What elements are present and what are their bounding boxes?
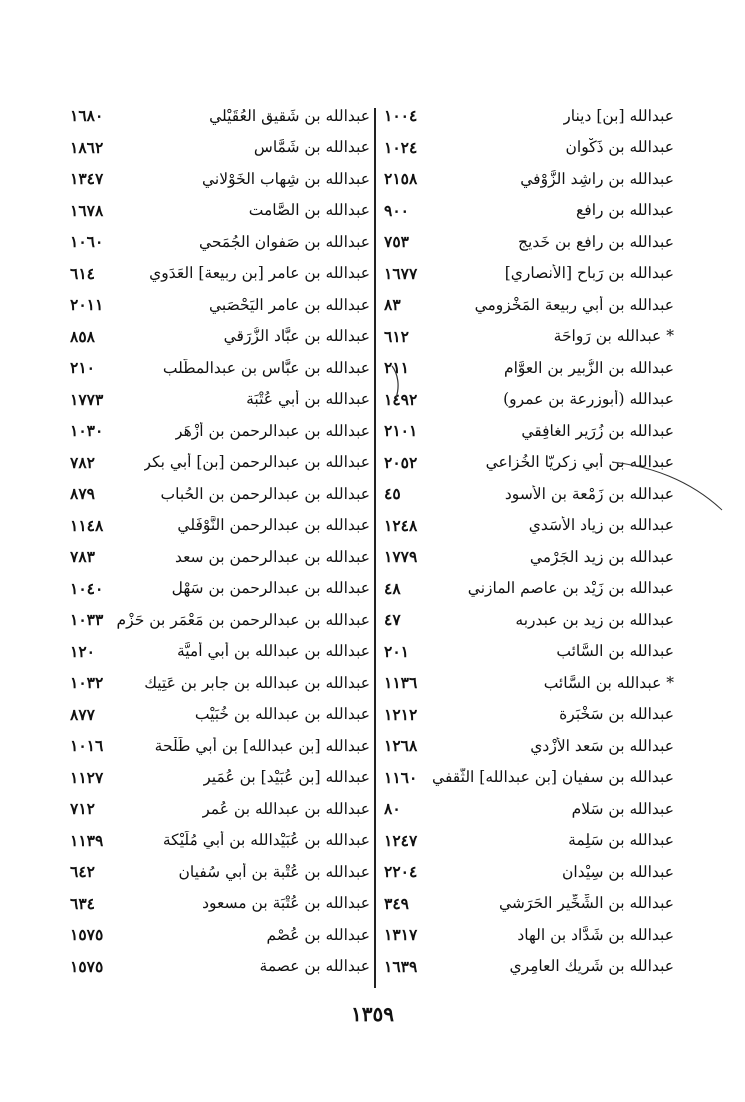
entry-number: ٢٠١ bbox=[384, 641, 409, 661]
index-entry bbox=[70, 321, 370, 353]
index-entry bbox=[384, 226, 674, 258]
entry-number: ٢٢٠٤ bbox=[384, 862, 418, 882]
entry-name: عبدالله بن ذَكْوان bbox=[565, 138, 674, 157]
page-number: ١٣٥٩ bbox=[351, 1002, 394, 1026]
entry-number: ١٠٢٤ bbox=[384, 137, 418, 157]
right-column bbox=[384, 100, 674, 988]
entry-number: ٤٧ bbox=[384, 610, 401, 630]
index-entry bbox=[70, 163, 370, 195]
entry-number: ٢١١ bbox=[384, 358, 409, 378]
entry-name: عبدالله [بن] دينار bbox=[563, 106, 674, 125]
entry-number: ١٦٧٨ bbox=[70, 200, 104, 220]
index-entry bbox=[384, 730, 674, 762]
index-entry bbox=[70, 541, 370, 573]
index-entry bbox=[384, 856, 674, 888]
entry-name: عبدالله بن عُبَيْدالله بن أبي مُلَيْكة bbox=[162, 831, 370, 850]
entry-number: ٦١٤ bbox=[70, 263, 95, 283]
index-entry bbox=[384, 636, 674, 668]
entry-name: عبدالله بن رَباح [الأنصاري] bbox=[504, 264, 674, 283]
entry-number: ٦١٢ bbox=[384, 326, 409, 346]
index-entry bbox=[70, 132, 370, 164]
index-entry bbox=[70, 573, 370, 605]
index-entry bbox=[384, 384, 674, 416]
entry-name: عبدالله بن الشِّخِّير الحَرَشي bbox=[498, 894, 674, 913]
entry-number: ٧٨٣ bbox=[70, 547, 95, 567]
entry-name: عبدالله بن عُتْبَة بن مسعود bbox=[202, 894, 370, 913]
entry-name: عبدالله بن رافع bbox=[576, 201, 674, 220]
entry-name: عبدالله بن عبدالله بن جابر بن عَتِيك bbox=[144, 673, 370, 692]
index-entry bbox=[70, 226, 370, 258]
entry-number: ١٢٠ bbox=[70, 641, 95, 661]
entry-number: ٧١٢ bbox=[70, 799, 95, 819]
index-entry bbox=[70, 384, 370, 416]
column-divider bbox=[374, 108, 376, 988]
index-entry bbox=[384, 573, 674, 605]
entry-name: عبدالله (أبوزرعة بن عمرو) bbox=[503, 390, 674, 409]
entry-name: عبدالله بن شَمَّاس bbox=[253, 138, 370, 157]
entry-name: عبدالله بن أبي زكريّا الخُزاعي bbox=[485, 453, 674, 472]
entry-name: عبدالله بن زيد الجَرْمي bbox=[529, 547, 674, 566]
index-entry bbox=[384, 510, 674, 542]
entry-number: ١٧٧٩ bbox=[384, 547, 418, 567]
entry-number: ٤٥ bbox=[384, 484, 401, 504]
entry-name: عبدالله بن شَدَّاد بن الهاد bbox=[517, 925, 674, 944]
entry-number: ١٦٧٧ bbox=[384, 263, 418, 283]
entry-number: ١٢١٢ bbox=[384, 704, 418, 724]
index-entry bbox=[70, 856, 370, 888]
entry-name: * عبدالله بن السَّائب bbox=[543, 673, 674, 692]
index-entry bbox=[70, 730, 370, 762]
entry-number: ٢٠١١ bbox=[70, 295, 104, 315]
index-entry bbox=[384, 667, 674, 699]
index-entry bbox=[70, 289, 370, 321]
entry-name: عبدالله بن عُتْبة بن أبي سُفيان bbox=[178, 862, 370, 881]
entry-number: ١١٤٨ bbox=[70, 515, 104, 535]
index-entry bbox=[70, 825, 370, 857]
index-entry bbox=[70, 352, 370, 384]
index-entry bbox=[384, 289, 674, 321]
index-entry bbox=[384, 195, 674, 227]
entry-number: ٨٧٧ bbox=[70, 704, 95, 724]
index-entry bbox=[384, 793, 674, 825]
entry-number: ١١٣٩ bbox=[70, 830, 104, 850]
entry-number: ١٠١٦ bbox=[70, 736, 104, 756]
entry-number: ١٦٣٩ bbox=[384, 956, 418, 976]
entry-name: عبدالله بن عبَّاس بن عبدالمطَّلب bbox=[162, 358, 370, 377]
index-entry bbox=[384, 163, 674, 195]
entry-number: ١٦٨٠ bbox=[70, 106, 104, 126]
entry-name: عبدالله بن راشِد الزَّوْفي bbox=[520, 169, 674, 188]
entry-name: عبدالله بن السَّائب bbox=[556, 642, 674, 661]
entry-number: ١٣٤٧ bbox=[70, 169, 104, 189]
entry-name: عبدالله بن سَخْبَرة bbox=[559, 705, 674, 724]
entry-name: عبدالله بن أبي عُتْبَة bbox=[246, 390, 370, 409]
entry-number: ٦٣٤ bbox=[70, 893, 95, 913]
entry-number: ١٠٤٠ bbox=[70, 578, 104, 598]
entry-name: عبدالله بن عبدالرحمن بن سعد bbox=[174, 547, 370, 566]
entry-number: ٨٧٩ bbox=[70, 484, 95, 504]
entry-name: عبدالله [بن عبدالله] بن أبي طَلْحة bbox=[154, 736, 370, 755]
entry-number: ١٢٤٧ bbox=[384, 830, 418, 850]
index-entry bbox=[70, 195, 370, 227]
entry-name: عبدالله بن سفيان [بن عبدالله] الثَّقفي bbox=[432, 768, 674, 787]
index-entry bbox=[384, 258, 674, 290]
entry-name: عبدالله بن عبدالرحمن النَّوْفَلي bbox=[177, 516, 370, 535]
index-entry bbox=[384, 478, 674, 510]
entry-name: عبدالله بن الصَّامت bbox=[248, 201, 370, 220]
entry-number: ١٤٩٢ bbox=[384, 389, 418, 409]
index-entry bbox=[384, 415, 674, 447]
index-entry bbox=[70, 888, 370, 920]
entry-number: ٨٥٨ bbox=[70, 326, 95, 346]
index-entry bbox=[70, 762, 370, 794]
entry-number: ٢١٥٨ bbox=[384, 169, 418, 189]
entry-name: عبدالله بن سَلام bbox=[571, 799, 674, 818]
index-entry bbox=[70, 919, 370, 951]
entry-number: ١٠٣٢ bbox=[70, 673, 104, 693]
entry-name: عبدالله بن رافع بن خَديج bbox=[518, 232, 674, 251]
entry-number: ١٠٠٤ bbox=[384, 106, 418, 126]
entry-name: عبدالله بن عبَّاد الزُّرَقي bbox=[223, 327, 370, 346]
index-entry bbox=[70, 951, 370, 983]
entry-number: ١٧٧٣ bbox=[70, 389, 104, 409]
index-entry bbox=[70, 793, 370, 825]
index-entry bbox=[384, 888, 674, 920]
entry-name: عبدالله بن سِيْدان bbox=[562, 862, 674, 881]
index-entry bbox=[384, 447, 674, 479]
entry-number: ١٥٧٥ bbox=[70, 956, 104, 976]
entry-name: عبدالله بن زَمْعة بن الأسود bbox=[504, 484, 674, 503]
entry-number: ١٠٣٠ bbox=[70, 421, 104, 441]
entry-name: عبدالله بن عبدالرحمن بن سَهْل bbox=[171, 579, 370, 598]
entry-name: عبدالله بن سَعد الأزْدي bbox=[530, 736, 674, 755]
index-entry bbox=[384, 352, 674, 384]
index-entry bbox=[384, 100, 674, 132]
entry-name: عبدالله بن صَفوان الجُمَحي bbox=[198, 232, 370, 251]
entry-name: عبدالله بن عبدالله بن خُبَيْب bbox=[194, 705, 370, 724]
entry-name: عبدالله [بن عُبَيْد] بن عُمَير bbox=[203, 768, 370, 787]
entry-name: عبدالله بن عبدالله بن عُمر bbox=[202, 799, 370, 818]
entry-number: ٤٨ bbox=[384, 578, 401, 598]
entry-name: عبدالله بن عُصْم bbox=[266, 925, 370, 944]
entry-number: ٩٠٠ bbox=[384, 200, 409, 220]
entry-number: ١١٢٧ bbox=[70, 767, 104, 787]
entry-name: عبدالله بن شَقيق العُقَيْلي bbox=[209, 106, 370, 125]
entry-number: ٢١٠١ bbox=[384, 421, 418, 441]
entry-name: * عبدالله بن رَواحَة bbox=[553, 327, 674, 346]
entry-number: ١٣١٧ bbox=[384, 925, 418, 945]
index-entry bbox=[70, 667, 370, 699]
entry-name: عبدالله بن سَلِمة bbox=[568, 831, 674, 850]
index-entry bbox=[70, 258, 370, 290]
index-entry bbox=[384, 321, 674, 353]
entry-name: عبدالله بن زَيْد بن عاصم المازني bbox=[467, 579, 674, 598]
entry-name: عبدالله بن عبدالرحمن بن أزْهَر bbox=[175, 421, 370, 440]
entry-number: ٢٠٥٢ bbox=[384, 452, 418, 472]
entry-name: عبدالله بن عامر اليَحْصَبي bbox=[208, 295, 370, 314]
index-entry bbox=[384, 699, 674, 731]
entry-name: عبدالله بن عبدالرحمن [بن] أبي بكر bbox=[143, 453, 370, 472]
entry-name: عبدالله بن أبي ربيعة المَخْزومي bbox=[474, 295, 674, 314]
entry-name: عبدالله بن عبدالرحمن بن مَعْمَر بن حَزْم bbox=[116, 610, 370, 629]
entry-name: عبدالله بن عبدالرحمن بن الحُباب bbox=[160, 484, 370, 503]
entry-name: عبدالله بن زياد الأسَدي bbox=[528, 516, 674, 535]
entry-name: عبدالله بن عبدالله بن أبي أُميَّة bbox=[176, 642, 370, 661]
left-column bbox=[70, 100, 370, 988]
entry-number: ١٠٦٠ bbox=[70, 232, 104, 252]
entry-number: ١١٦٠ bbox=[384, 767, 418, 787]
index-entry bbox=[384, 604, 674, 636]
entry-number: ١٢٦٨ bbox=[384, 736, 418, 756]
entry-number: ٧٨٢ bbox=[70, 452, 95, 472]
index-entry bbox=[384, 825, 674, 857]
entry-number: ٣٤٩ bbox=[384, 893, 409, 913]
index-entry bbox=[70, 510, 370, 542]
entry-name: عبدالله بن شَريك العامِري bbox=[509, 957, 674, 976]
entry-number: ١٨٦٢ bbox=[70, 137, 104, 157]
entry-name: عبدالله بن زيد بن عبدربه bbox=[515, 610, 674, 629]
entry-number: ٦٤٢ bbox=[70, 862, 95, 882]
entry-number: ١٢٤٨ bbox=[384, 515, 418, 535]
index-entry bbox=[384, 132, 674, 164]
index-entry bbox=[70, 636, 370, 668]
index-entry bbox=[70, 415, 370, 447]
entry-number: ٢١٠ bbox=[70, 358, 95, 378]
entry-number: ١٠٣٣ bbox=[70, 610, 104, 630]
entry-name: عبدالله بن شِهاب الخَوْلاني bbox=[202, 169, 370, 188]
entry-number: ١١٣٦ bbox=[384, 673, 418, 693]
index-entry bbox=[70, 447, 370, 479]
index-entry bbox=[70, 604, 370, 636]
entry-name: عبدالله بن عامر [بن ربيعة] العَدَوي bbox=[149, 264, 370, 283]
entry-name: عبدالله بن عصمة bbox=[259, 957, 370, 976]
entry-name: عبدالله بن زُرَير الغافِقي bbox=[521, 421, 674, 440]
index-entry bbox=[70, 100, 370, 132]
entry-name: عبدالله بن الزُّبير بن العوَّام bbox=[503, 358, 674, 377]
entry-number: ٧٥٣ bbox=[384, 232, 409, 252]
index-entry bbox=[384, 951, 674, 983]
entry-number: ٨٣ bbox=[384, 295, 401, 315]
entry-number: ١٥٧٥ bbox=[70, 925, 104, 945]
index-entry bbox=[70, 699, 370, 731]
index-entry bbox=[70, 478, 370, 510]
index-entry bbox=[384, 762, 674, 794]
index-entry bbox=[384, 919, 674, 951]
index-entry bbox=[384, 541, 674, 573]
entry-number: ٨٠ bbox=[384, 799, 401, 819]
